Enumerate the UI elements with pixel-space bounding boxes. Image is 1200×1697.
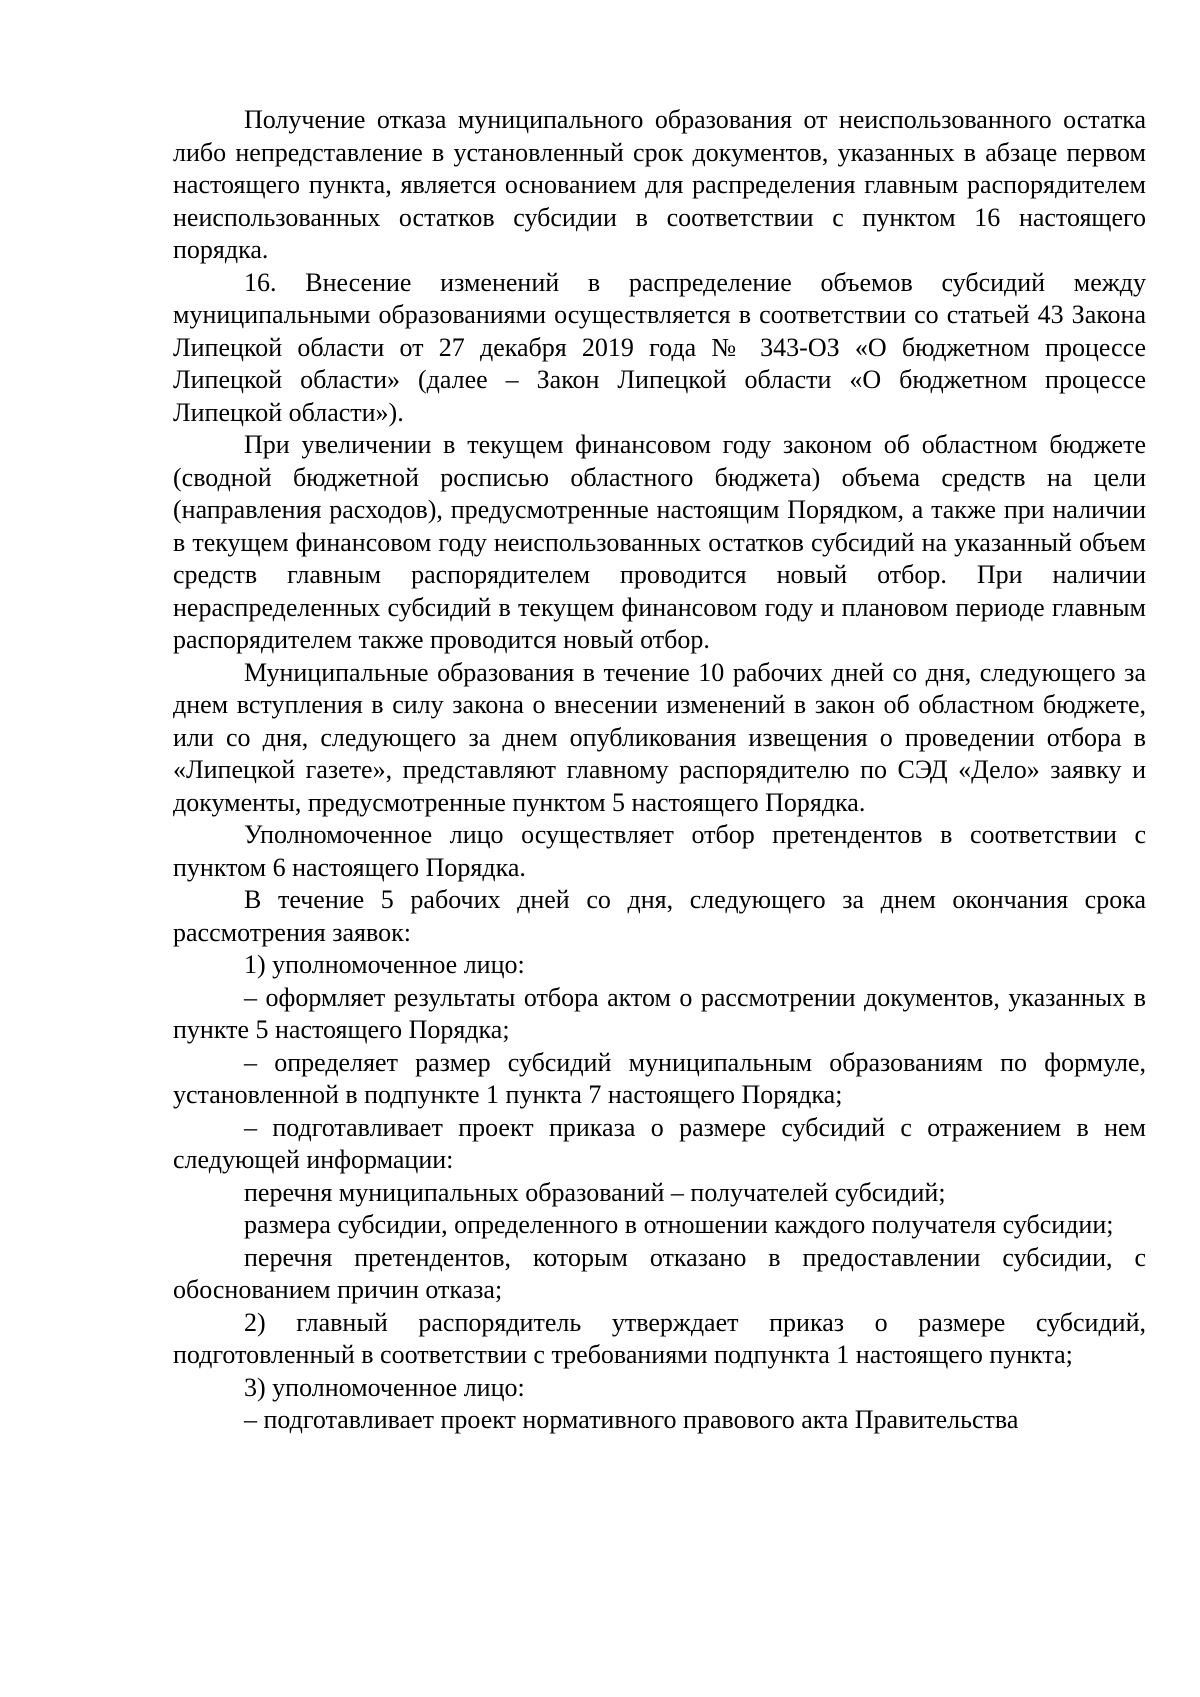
paragraph-4: Муниципальные образования в течение 10 рабочих дней со дня, следующего за днем вступления в силу закона о внесении изменений в закон об областном бюджете, или со дня, следующего за днем опубликования извещения о проведении отбора в «Липецкой газете», представляют главному распорядителю по СЭД «Дело» заявку и документы, предусмотренные пунктом 5 настоящего Порядка. <box>173 657 1146 817</box>
paragraph-9: – определяет размер субсидий муниципальным образованиям по формуле, установленной в подпункте 1 пункта 7 настоящего Порядка; <box>173 1047 1146 1109</box>
paragraph-12: размера субсидии, определенного в отношении каждого получателя субсидии; <box>244 1210 1114 1239</box>
paragraph-3: При увеличении в текущем финансовом году законом об областном бюджете (сводной бюджетной росписью областного бюджета) объема средств на цели (направления расходов), предусмотренные настоящим Порядком, а также при наличии в текущем финансовом году неиспользованных остатков субсидий на указанный объем средств главным распорядителем проводится новый отбор. При наличии нераспределенных субсидий в текущем финансовом году и плановом периоде главным распорядителем также проводится новый отбор. <box>173 430 1146 654</box>
paragraph-8: – оформляет результаты отбора актом о рассмотрении документов, указанных в пункте 5 настоящего Порядка; <box>173 982 1146 1044</box>
paragraph-10: – подготавливает проект приказа о размере субсидий с отражением в нем следующей информации: <box>173 1112 1146 1174</box>
paragraph-11: перечня муниципальных образований – получателей субсидий; <box>244 1177 946 1207</box>
paragraph-16: – подготавливает проект нормативного правового акта Правительства <box>244 1405 1019 1434</box>
paragraph-15: 3) уполномоченное лицо: <box>244 1372 525 1402</box>
paragraph-13: перечня претендентов, которым отказано в предоставлении субсидии, с обоснованием причин отказа; <box>173 1242 1146 1304</box>
paragraph-1: Получение отказа муниципального образования от неиспользованного остатка либо непредставление в установленный срок документов, указанных в абзаце первом настоящего пункта, является основанием для распределения главным распорядителем неиспользованных остатков субсидии в соответствии с пунктом 16 настоящего порядка. <box>173 105 1146 264</box>
paragraph-14: 2) главный распорядитель утверждает приказ о размере субсидий, подготовленный в соответствии с требованиями подпункта 1 настоящего пункта; <box>173 1307 1146 1369</box>
paragraph-2: 16. Внесение изменений в распределение объемов субсидий между муниципальными образованиями осуществляется в соответствии со статьей 43 Закона Липецкой области от 27 декабря 2019 года № 343-ОЗ «О бюджетном процессе Липецкой области» (далее – Закон Липецкой области «О бюджетном процессе Липецкой области»). <box>173 267 1146 427</box>
paragraph-5: Уполномоченное лицо осуществляет отбор претендентов в соответствии с пунктом 6 настоящего Порядка. <box>173 820 1146 882</box>
paragraph-7: 1) уполномоченное лицо: <box>244 950 525 979</box>
paragraph-6: В течение 5 рабочих дней со дня, следующего за днем окончания срока рассмотрения заявок: <box>173 885 1146 947</box>
